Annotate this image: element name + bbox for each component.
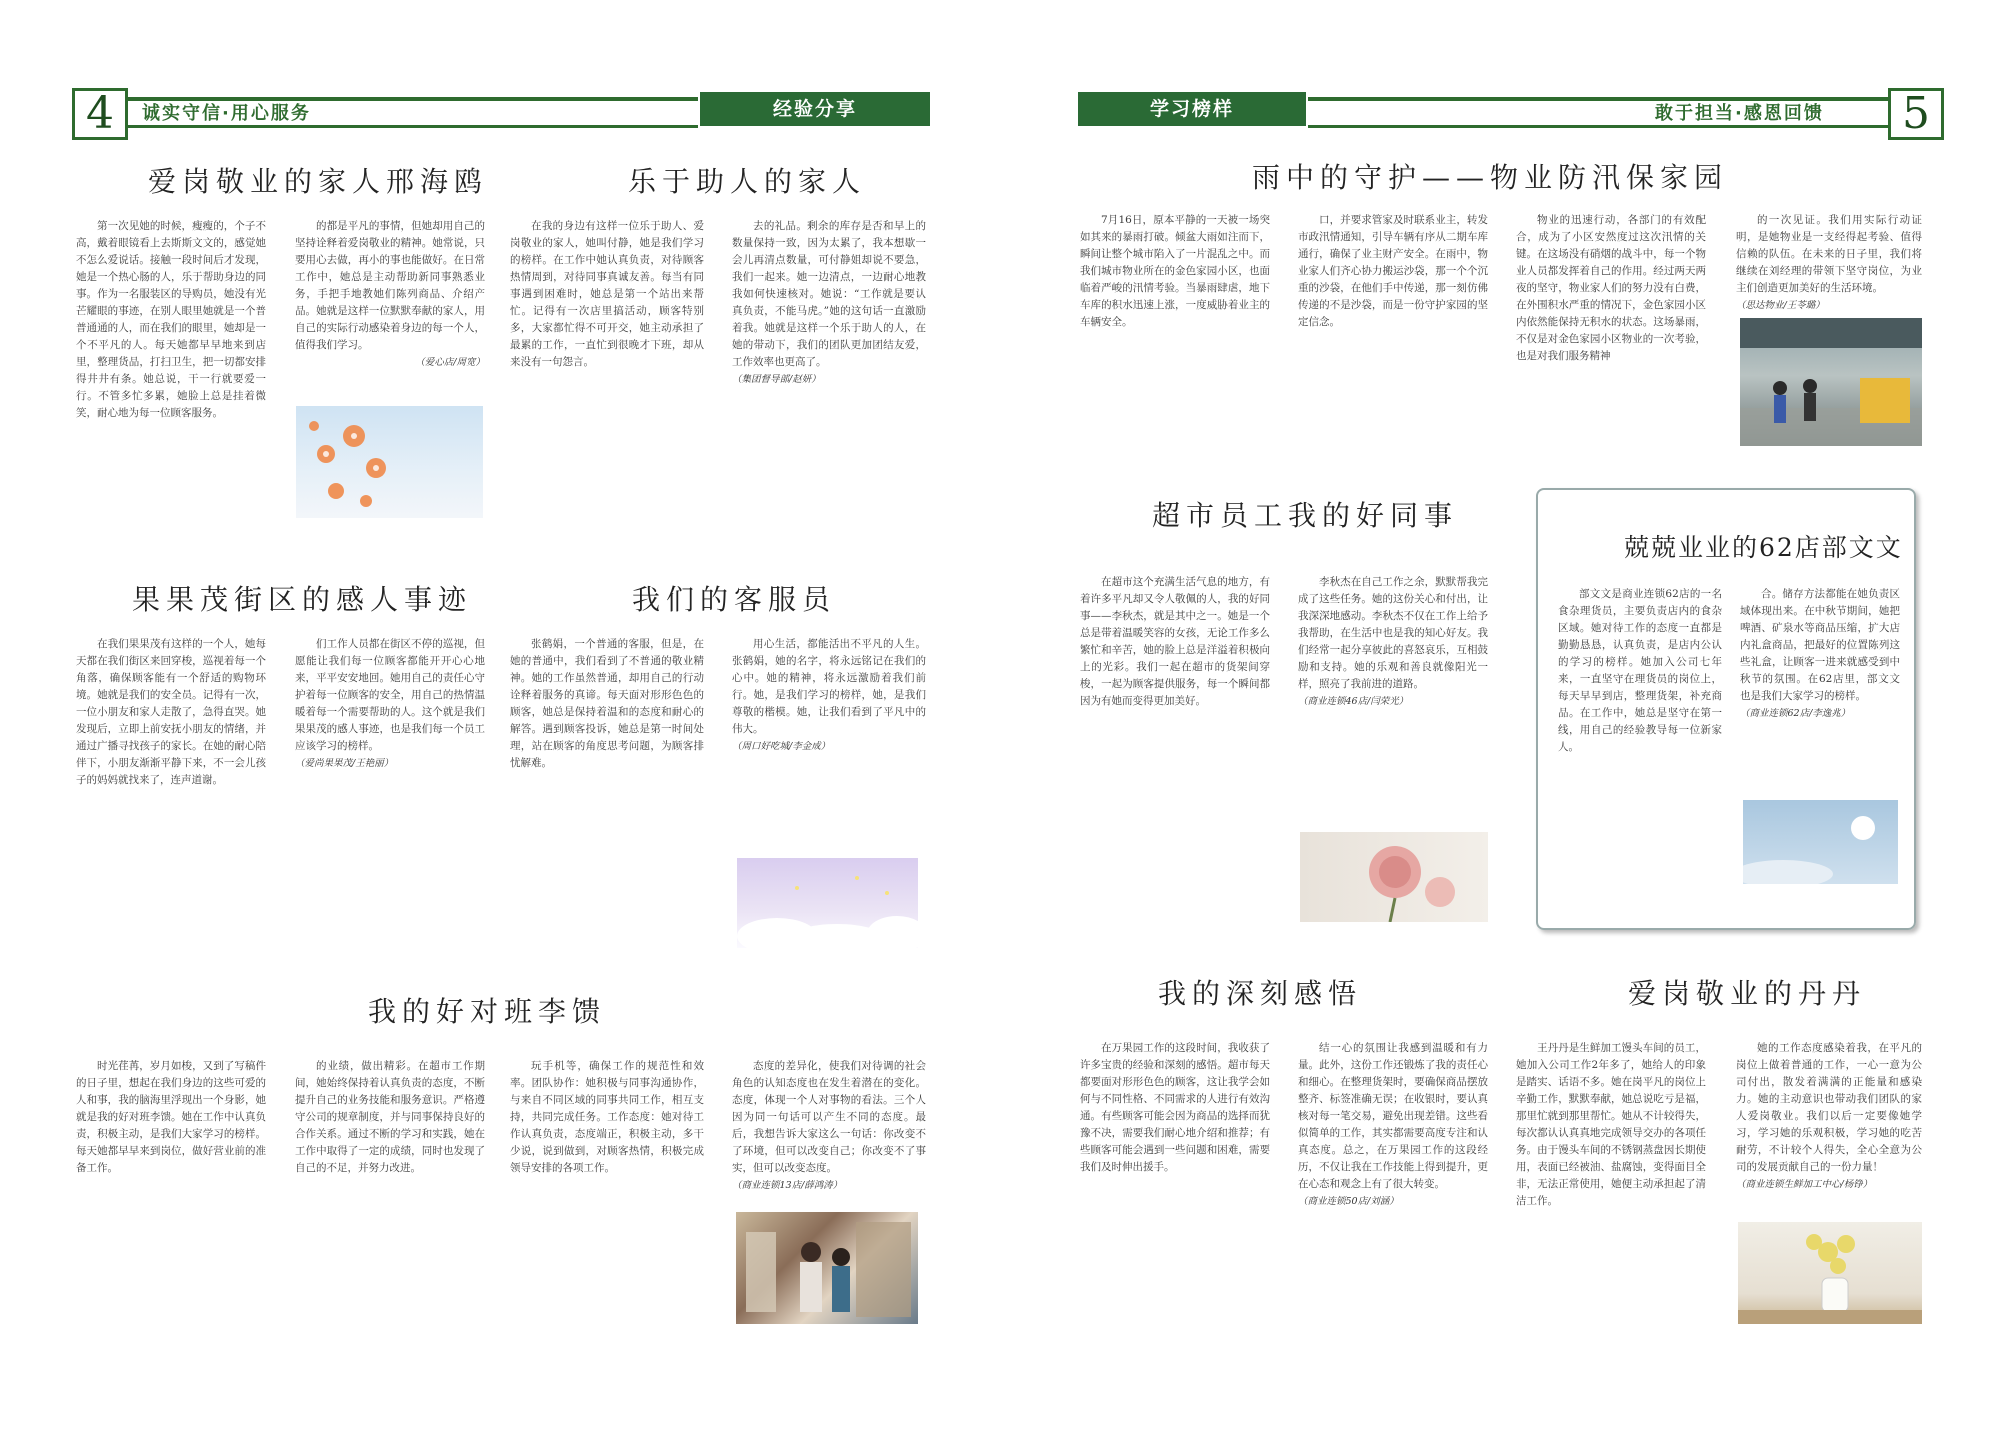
byline: （商业连锁62店/李逸兆） xyxy=(1740,708,1851,719)
article-title: 我的深刻感悟 xyxy=(1158,977,1363,1010)
article-text: 王丹丹是生鲜加工馒头车间的员工，她加入公司工作2年多了，她给人的印象是踏实、话语不多。她在岗平凡的岗位上辛勤工作，默默奉献，她总说吃亏是福，那里忙就到那里帮忙。她从不计较得失，每次都认认真真地完成领导交办的各项任务。由于馒头车间的不锈钢蒸盘因长期使用，表面已经被油、盐腐蚀，变得面目全非，无法正常使用，她便主动承担起了清洁工作。 xyxy=(1516,1042,1706,1207)
article-text: 李秋杰在自己工作之余，默默帮我完成了这些任务。她的这份关心和付出，让我深深地感动。李秋杰不仅在工作上给予我帮助，在生活中也是我的知心好友。我们经常一起分享彼此的喜怒哀乐，互相鼓励和支持。她的乐观和善良就像阳光一样，照亮了我前进的道路。 xyxy=(1298,576,1488,690)
sky-photo xyxy=(1743,800,1898,884)
article-title: 乐于助人的家人 xyxy=(628,165,867,198)
article-column xyxy=(1298,212,1488,450)
article-column xyxy=(510,1058,704,1318)
flower-icon xyxy=(296,406,483,518)
article-text: 去的礼品。剩余的库存是否和早上的数量保持一致，因为太累了，我本想歇一会儿再清点数量，可付静姐却说不要急，我们一起来。她一边清点，一边耐心地教我如何快速核对。她说：“工作就是要认真负责，不能马虎。”她的这句话一直激励着我。她就是这样一个乐于助人的人，在她的带动下，我们的团队更加团结友爱，工作效率也更高了。 xyxy=(732,220,926,368)
article-column xyxy=(76,636,266,956)
article-column xyxy=(1516,212,1706,450)
byline: （爱心店/周宽） xyxy=(415,357,485,368)
slogan-left: 诚实守信·用心服务 xyxy=(142,103,311,124)
article-text: 结一心的氛围让我感到温暖和有力量。此外，这份工作还锻炼了我的责任心和细心。在整理货架时，要确保商品摆放整齐、标签准确无误；在收银时，要认真核对每一笔交易，避免出现差错。这些看似简单的工作，其实都需要高度专注和认真态度。总之，在万果园工作的这段经历，不仅让我在工作技能上得到提升，更在心态和观念上有了很大转变。 xyxy=(1298,1042,1488,1190)
article-column xyxy=(1298,1040,1488,1330)
byline: （思达物业/王苓璐） xyxy=(1736,300,1825,311)
article-column xyxy=(1558,586,1722,902)
people-icon xyxy=(736,1212,918,1324)
article-column xyxy=(1736,1040,1922,1224)
article-title: 超市员工我的好同事 xyxy=(1152,499,1459,532)
article-title: 我的好对班李馈 xyxy=(368,995,607,1028)
article-column xyxy=(1740,586,1900,792)
article-column xyxy=(510,636,704,956)
article-text: 7月16日，原本平静的一天被一场突如其来的暴雨打破。倾盆大雨如注而下，瞬间让整个城市陷入了一片混乱之中。而我们城市物业所在的金色家园小区，也面临着严峻的汛情考验。当暴雨肆虐，地下车库的积水迅速上涨，一度威胁着业主的车辆安全。 xyxy=(1080,214,1270,328)
cloud-icon xyxy=(737,858,918,948)
byline: （商业连锁生鲜加工中心/杨铮） xyxy=(1736,1179,1873,1190)
article-column xyxy=(1080,574,1270,918)
article-column xyxy=(1298,574,1488,824)
article-title: 我们的客服员 xyxy=(632,583,837,616)
section-label-right: 学习榜样 xyxy=(1078,92,1306,126)
article-text: 第一次见她的时候，瘦瘦的，个子不高，戴着眼镜看上去斯斯文文的，感觉她不怎么爱说话。接触一段时间后才发现，她是一个热心肠的人，乐于帮助身边的同事。作为一名服装区的导购员，她没有光芒耀眼的事迹，在别人眼里她就是一个普普通通的人，而在我们的眼里，她却是一个不平凡的人。每天她都早早地来到店里，整理货品，打扫卫生，把一切都安排得井井有条。她总说，干一行就要爱一行。不管多忙多累，她脸上总是挂着微笑，耐心地为每一位顾客服务。 xyxy=(76,220,266,419)
article-text: 在超市这个充满生活气息的地方，有着许多平凡却又令人敬佩的人，我的好同事——李秋杰，就是其中之一。她是一个总是带着温暖笑容的女孩，无论工作多么繁忙和辛苦，她的脸上总是洋溢着积极向上的光彩。我们一起在超市的货架间穿梭，一起为顾客提供服务，每一个瞬间都因为有她而变得更加美好。 xyxy=(1080,576,1270,707)
store-photo xyxy=(736,1212,918,1324)
article-text: 们工作人员都在街区不停的巡视，但愿能让我们每一位顾客都能开开心心地来，平平安安地回。她用自己的责任心守护着每一位顾客的安全，用自己的热情温暖着每一个需要帮助的人。这个就是我们果果茂的感人事迹，也是我们每一个员工应该学习的榜样。 xyxy=(295,638,485,752)
article-text: 用心生活，都能活出不平凡的人生。张鹤娟，她的名字，将永远铭记在我们的心中。她的精神，将永远激励着我们前行。她，是我们学习的榜样，她，是我们尊敬的楷模。她，让我们看到了平凡中的伟大。 xyxy=(732,638,926,735)
article-column xyxy=(510,218,704,518)
header-rule-left-bottom xyxy=(128,125,698,128)
article-text: 口，并要求管家及时联系业主，转发市政汛情通知，引导车辆有序从二期车库通行，确保了业主财产安全。在雨中，物业家人们齐心协力搬运沙袋，那一个个沉重的沙袋，在他们手中传递，那一刻仿佛传递的不是沙袋，而是一份守护家园的坚定信念。 xyxy=(1298,214,1488,328)
byline: （集团督导部/赵妍） xyxy=(732,374,821,385)
article-text: 张鹤娟，一个普通的客服，但是，在她的普通中，我们看到了不普通的敬业精神。她的工作虽然普通，却用自己的行动诠释着服务的真谛。每天面对形形色色的顾客，她总是保持着温和的态度和耐心的解答。遇到顾客投诉，她总是第一时间处理，站在顾客的角度思考问题，为顾客排忧解难。 xyxy=(510,638,704,769)
article-text: 在我的身边有这样一位乐于助人、爱岗敬业的家人，她叫付静，她是我们学习的榜样。在工作中她认真负责，对待顾客热情周到，对待同事真诚友善。每当有同事遇到困难时，她总是第一个站出来帮忙。记得有一次店里搞活动，顾客特别多，大家都忙得不可开交，她主动承担了最累的工作，一直忙到很晚才下班，却从来没有一句怨言。 xyxy=(510,220,704,368)
article-text: 的一次见证。我们用实际行动证明，是她物业是一支经得起考验、值得信赖的队伍。在未来的日子里，我们将继续在刘经理的带领下坚守岗位，为业主们创造更加美好的生活环境。 xyxy=(1736,214,1922,294)
article-title: 果果茂街区的感人事迹 xyxy=(132,583,473,616)
article-text: 的都是平凡的事情，但她却用自己的坚持诠释着爱岗敬业的精神。她常说，只要用心去做，再小的事也能做好。在日常工作中，她总是主动帮助新同事熟悉业务，手把手地教她们陈列商品、介绍产品。她就是这样一位默默奉献的家人，用自己的实际行动感染着身边的每一个人，值得我们学习。 xyxy=(295,220,485,351)
article-title: 爱岗敬业的家人邢海鸥 xyxy=(148,165,489,198)
article-text: 玩手机等，确保工作的规范性和效率。团队协作：她积极与同事沟通协作，与来自不同区域的同事共同工作，相互支持，共同完成任务。工作态度：她对待工作认真负责，态度端正，积极主动，多干少说，说到做到，对顾客热情，积极完成领导安排的各项工作。 xyxy=(510,1060,704,1174)
sun-icon xyxy=(1743,800,1898,884)
article-column xyxy=(732,636,926,846)
article-text: 部文文是商业连锁62店的一名食杂理货员，主要负责店内的食杂区域。她对待工作的态度一直都是勤勤恳恳，认真负责，是店内公认的学习的榜样。她加入公司七年来，一直坚守在理货员的岗位上，每天早早到店，整理货架，补充商品。在工作中，她总是坚守在第一线，用自己的经验教导每一位新家人。 xyxy=(1558,588,1722,753)
article-text: 物业的迅速行动，各部门的有效配合，成为了小区安然度过这次汛情的关键。在这场没有硝烟的战斗中，每一个物业人员都发挥着自己的作用。经过两天两夜的坚守，物业家人们的努力没有白费，在外围积水严重的情况下，金色家园小区内依然能保持无积水的状态。这场暴雨，不仅是对金色家园小区物业的一次考验，也是对我们服务精神 xyxy=(1516,214,1706,362)
article-column xyxy=(732,218,926,518)
article-text: 在我们果果茂有这样的一个人，她每天都在我们街区来回穿梭，巡视着每一个角落，确保顾客能有一个舒适的购物环境。她就是我们的安全员。记得有一次，一位小朋友和家人走散了，急得直哭。她发现后，立即上前安抚小朋友的情绪，并通过广播寻找孩子的家长。在她的耐心陪伴下，小朋友渐渐平静下来，不一会儿孩子的妈妈就找来了，连声道谢。 xyxy=(76,638,266,786)
page-number-right: 5 xyxy=(1888,88,1944,140)
byline: （商业连锁46店/闫荣光） xyxy=(1298,696,1409,707)
article-column xyxy=(1080,1040,1270,1330)
article-text: 态度的差异化，使我们对待调的社会角色的认知态度也在发生着潜在的变化。态度，体现一个人对事物的看法。三个人因为同一句话可以产生不同的态度。最后，我想告诉大家这么一句话：你改变不了环境，但可以改变自己；你改变不了事实，但可以改变态度。 xyxy=(732,1060,926,1174)
article-column xyxy=(295,218,485,398)
article-title: 爱岗敬业的丹丹 xyxy=(1628,977,1867,1010)
article-column xyxy=(1736,212,1922,314)
article-column xyxy=(295,1058,485,1318)
article-text: 她的工作态度感染着我，在平凡的岗位上做着普通的工作，一心一意为公司付出，散发着满满的正能量和感染力。她的主动意识也带动我们团队的家人爱岗敬业。我们以后一定要像她学习，学习她的乐观积极，学习她的吃苦耐劳，不计较个人得失，全心全意为公司的发展贡献自己的一份力量！ xyxy=(1736,1042,1922,1173)
slogan-right: 敢于担当·感恩回馈 xyxy=(1655,103,1824,124)
article-column xyxy=(295,636,485,956)
rose-photo xyxy=(1300,832,1488,922)
vase-icon xyxy=(1738,1222,1922,1324)
article-column xyxy=(76,218,266,518)
byline: （爱尚果果茂/王艳丽） xyxy=(295,758,394,769)
article-title: 兢兢业业的62店部文文 xyxy=(1624,533,1903,562)
article-text: 在万果园工作的这段时间，我收获了许多宝贵的经验和深刻的感悟。超市每天都要面对形形色色的顾客，这让我学会如何与不同性格、不同需求的人进行有效沟通。有些顾客可能会因为商品的选择而犹豫不决，需要我们耐心地介绍和推荐；有些顾客可能会遇到一些问题和困难，需要我们及时伸出援手。 xyxy=(1080,1042,1270,1173)
rain-scene-icon xyxy=(1740,318,1922,446)
flower-vase-photo xyxy=(1738,1222,1922,1324)
byline: （周口好吃城/李金成） xyxy=(732,741,831,752)
article-column xyxy=(76,1058,266,1318)
article-column xyxy=(1080,212,1270,450)
byline: （商业连锁13店/薛鸿涛） xyxy=(732,1180,843,1191)
article-text: 合。储存方法都能在她负责区域体现出来。在中秋节期间，她把啤酒、矿泉水等商品压缩，扩大店内礼盒商品，把最好的位置陈列这些礼盒，让顾客一进来就感受到中秋节的氛围。在62店里，部文文也是我们大家学习的榜样。 xyxy=(1740,588,1900,702)
article-title: 雨中的守护——物业防汛保家园 xyxy=(1252,161,1729,194)
article-text: 的业绩，做出精彩。在超市工作期间，她始终保持着认真负责的态度，不断提升自己的业务技能和服务意识。严格遵守公司的规章制度，并与同事保持良好的合作关系。通过不断的学习和实践，她在工作中取得了一定的成绩，同时也发现了自己的不足，并努力改进。 xyxy=(295,1060,485,1174)
article-column xyxy=(732,1058,926,1208)
article-column xyxy=(1516,1040,1706,1330)
section-label-left: 经验分享 xyxy=(700,92,930,126)
page-number-left: 4 xyxy=(72,88,128,140)
byline: （商业连锁50店/刘涵） xyxy=(1298,1196,1399,1207)
rose-icon xyxy=(1300,832,1488,922)
flower-image xyxy=(296,406,483,518)
header-rule-right-bottom xyxy=(1308,125,1888,128)
flood-photo xyxy=(1740,318,1922,446)
cloud-image xyxy=(737,858,918,948)
article-text: 时光荏苒，岁月如梭，又到了写稿件的日子里，想起在我们身边的这些可爱的人和事，我的脑海里浮现出一个身影，她就是我的好对班李馈。她在工作中认真负责，积极主动，是我们大家学习的榜样。每天她都早早来到岗位，做好营业前的准备工作。 xyxy=(76,1060,266,1174)
